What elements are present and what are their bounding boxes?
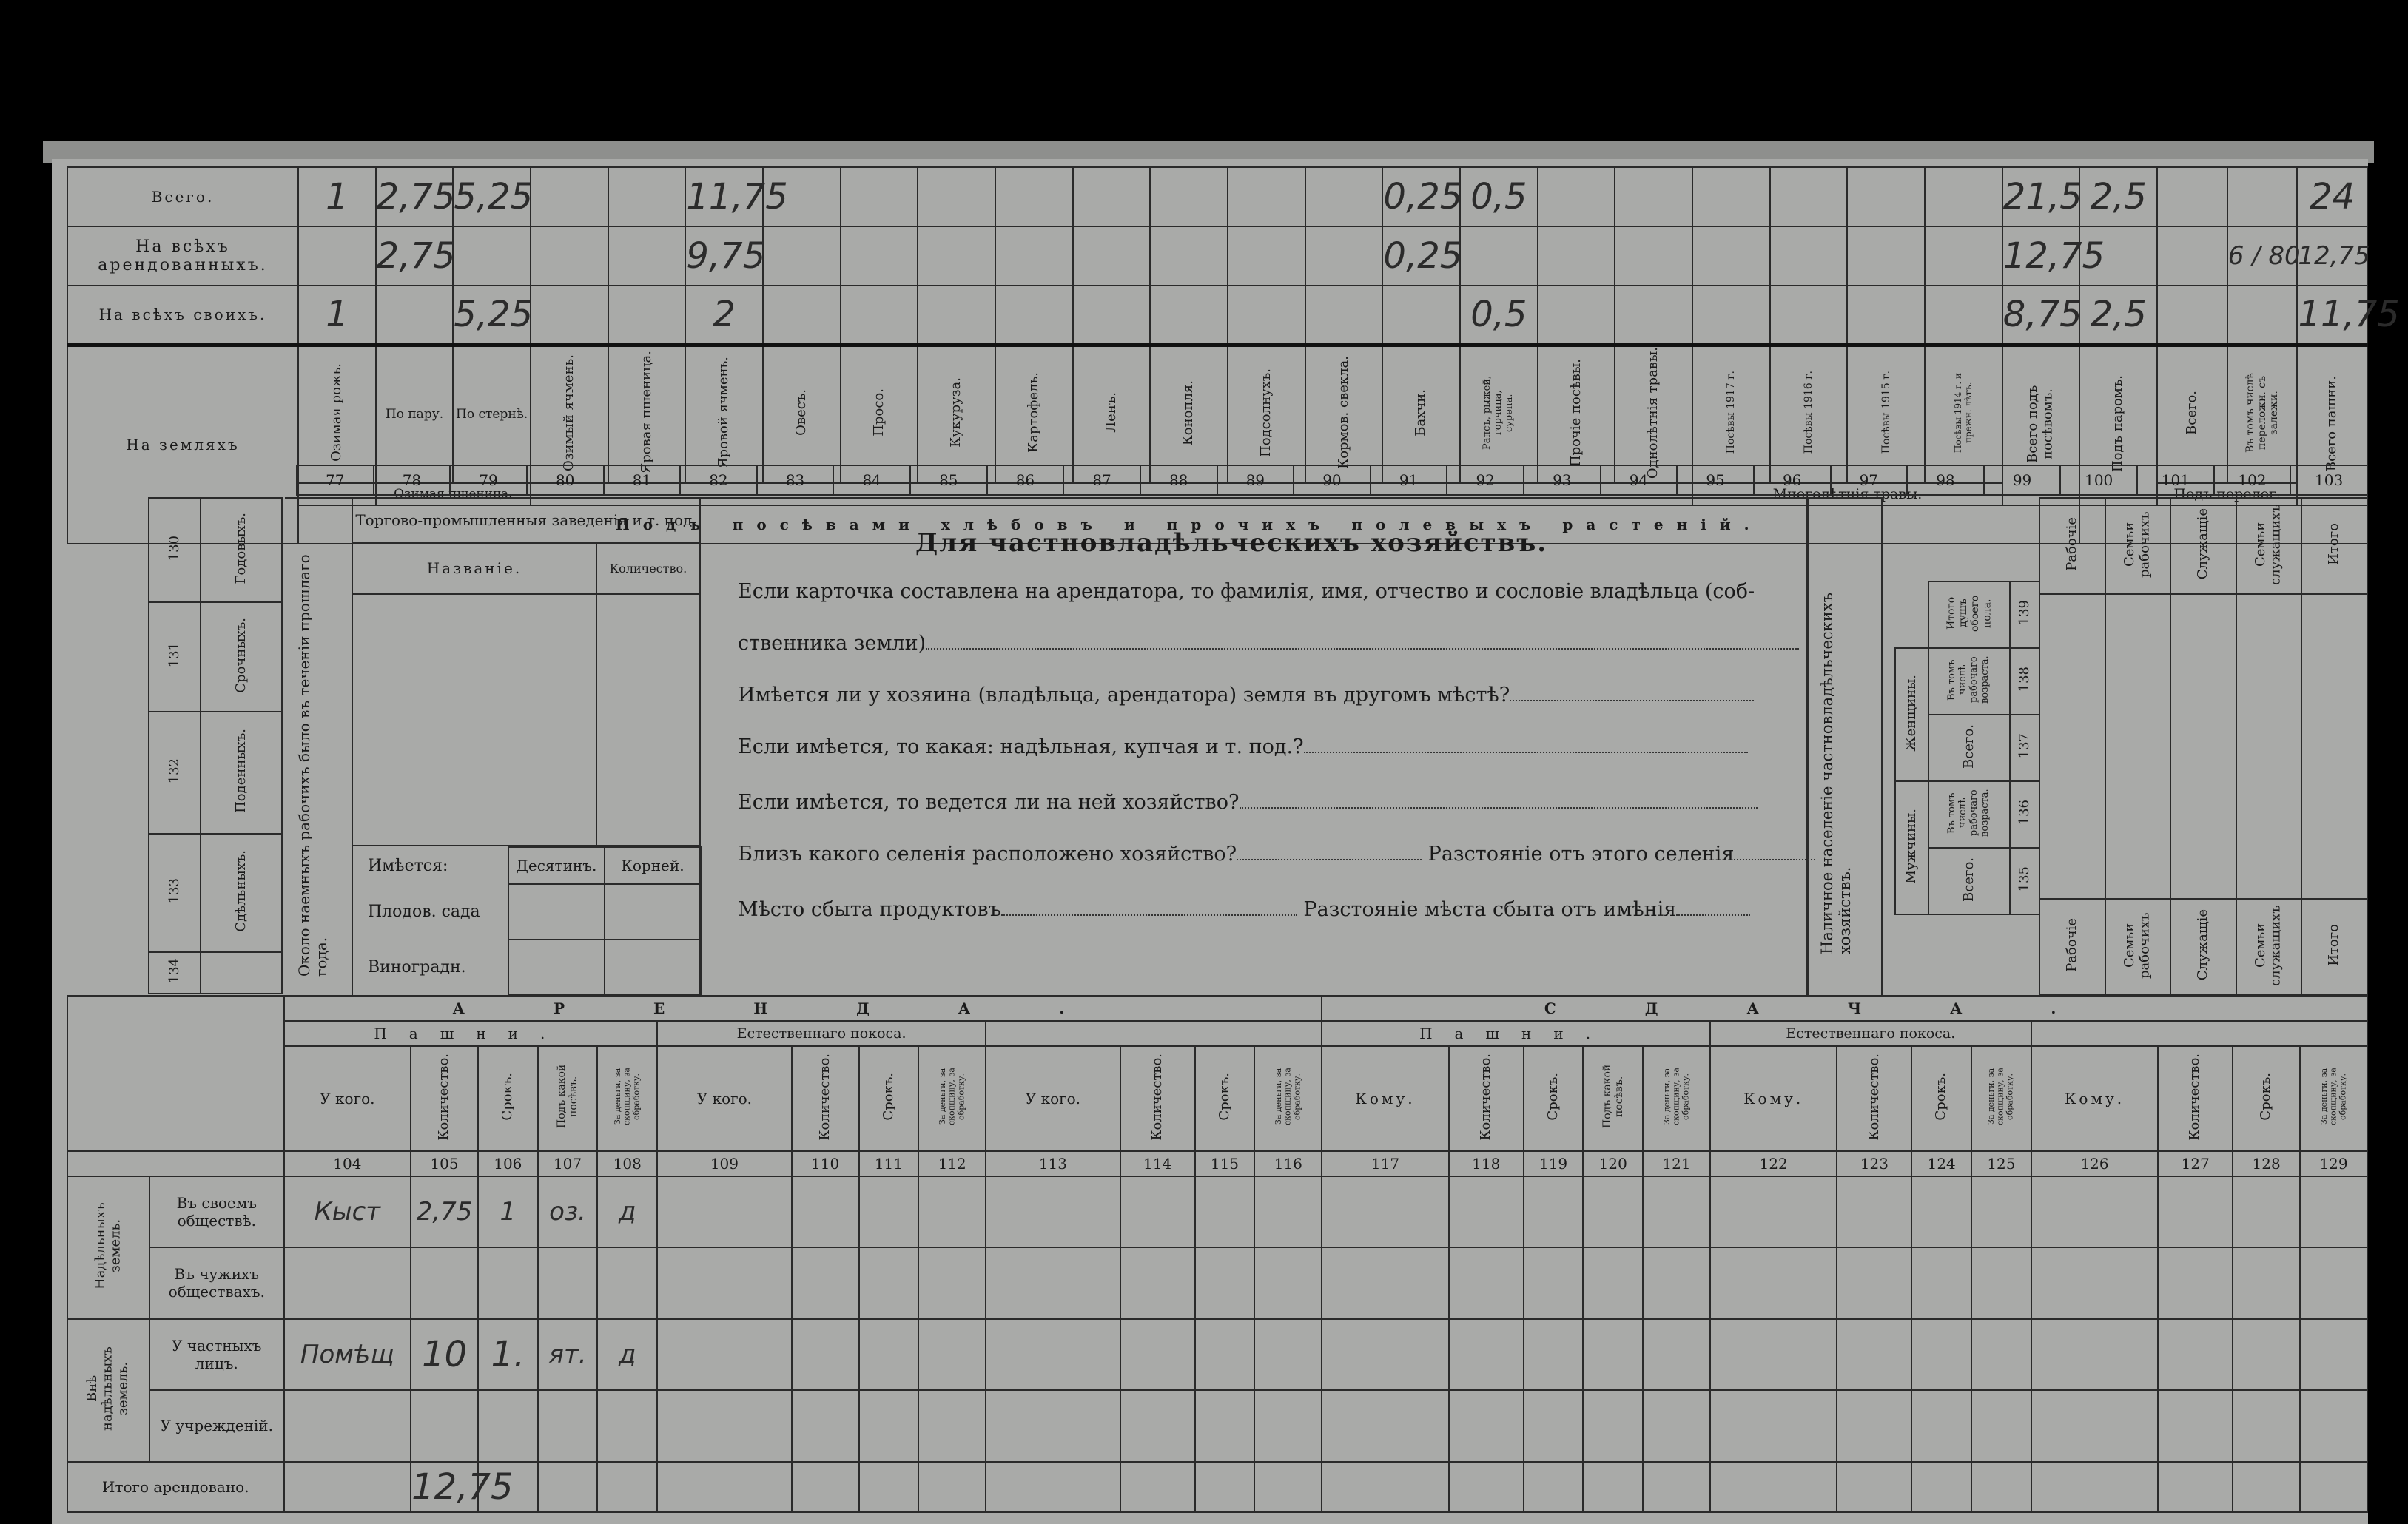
row-label: Въ чужихъ обществахъ. [149,1247,284,1319]
desyatin-header: Десятинъ. [508,847,605,884]
answer-line [1734,843,1815,860]
col-header: По стернѣ. [453,345,531,483]
header-komu: Кому. [1710,1046,1837,1150]
col-number: 117 [1322,1151,1449,1176]
grass-group: Многолѣтнія травы. [1692,483,2002,505]
col-number: 124 [1911,1151,1971,1176]
hw-value: 24 [2310,176,2355,218]
vne-label: Внѣ надѣльныхъ земель. [84,1346,131,1431]
col-number: 78 [374,465,451,495]
col-header: Кукуруза. [948,377,964,448]
garden-label: Плодов. сада [368,903,480,921]
workers-label: Сдѣльныхъ. [232,849,249,932]
header-pod-posev: Подъ какой посѣвъ. [1601,1065,1625,1129]
trade-qty-header: Количество. [596,542,700,594]
sdacha-pashni: Пашни. [1322,1021,1710,1046]
header-srok: Срокъ. [499,1073,515,1121]
question-village: Близъ какого селенія расположено хозяйство? [738,843,1237,866]
hw-value: 5,25 [454,294,534,336]
col-number: 93 [1524,465,1601,495]
trade-table [352,497,701,997]
hw-value: 11,75 [2298,294,2400,336]
pop-number: 137 [2016,733,2032,759]
col-number: 80 [527,465,604,495]
row-svoih [67,286,2367,345]
col-number: 129 [2300,1151,2367,1176]
hw-value: 0,25 [1383,176,1463,218]
col-number: 112 [918,1151,986,1176]
hw-value: 2,75 [376,176,456,218]
col-number: 107 [538,1151,598,1176]
question-other-land: Имѣется ли у хозяина (владѣльца, арендатора) земля въ другомъ мѣстѣ? [738,684,1510,707]
pop-col-women-total: Всего. [1960,724,1977,769]
col-number: 90 [1294,465,1371,495]
hw-value: 1. [491,1333,525,1375]
question-farming: Если имѣется, то ведется ли на ней хозяйство? [738,791,1240,814]
header-za-dengi: За деньги, за скопщину, за обработку. [1986,1068,2015,1126]
arenda-title: АРЕНДА. [284,996,1322,1021]
row-number: 134 [149,952,201,994]
roots-header: Корней. [605,847,701,884]
col-header: Картофель. [1026,372,1042,453]
pop-col-men-total: Всего. [1960,857,1977,902]
col-number: 91 [1371,465,1447,495]
header-srok: Срокъ. [2258,1073,2274,1121]
row-label: У учрежденій. [149,1390,284,1462]
arenda-pashni: Пашни. [284,1021,658,1046]
header-za-dengi: За деньги, за скопщину, за обработку. [612,1068,642,1126]
col-number: 109 [657,1151,792,1176]
sdacha-title: СДАЧА. [1322,996,2367,1021]
hw-value: 1 [326,294,349,336]
col-number: 127 [2158,1151,2233,1176]
hw-value: Кыст [314,1196,381,1227]
row-label-svoih: На всѣхъ своихъ. [67,286,298,345]
private-title: Для частновладѣльческихъ хозяйствъ. [915,528,1548,558]
header-za-dengi: За деньги, за скопщину, за обработку. [2318,1068,2347,1126]
row-vsego [67,167,2367,226]
col-header: Посѣвы 1916 г. [1803,371,1815,454]
col-header: Всего подъ посѣвомъ. [2025,384,2056,463]
header-za-dengi: За деньги, за скопщину, за обработку. [937,1068,966,1126]
answer-line [1510,684,1754,701]
col-number: 99 [1984,465,2061,495]
col-header: Рапсъ, рыжей, горчица, сурепа. [1482,375,1515,450]
header-komu: Кому. [2031,1046,2159,1150]
private-estates-box [699,497,1809,997]
col-header: Посѣвы 1914 г. и прежн. лѣтъ. [1952,372,1974,453]
table-row [67,1319,2367,1391]
col-number: 77 [297,465,374,495]
table-row [67,1176,2367,1248]
header-kolich: Количество. [436,1053,452,1141]
bottom-number-row [67,1151,2367,1176]
col-number: 108 [597,1151,657,1176]
hw-value: 0,5 [1470,294,1527,336]
staff-col: Семьи служащихъ [2253,503,2284,585]
hw-value: 0,5 [1470,176,1527,218]
header-srok: Срокъ. [880,1073,896,1121]
row-number: 133 [149,834,201,952]
row-number: 131 [149,602,201,712]
col-header: Прочіе посѣвы. [1567,358,1584,467]
col-number: 100 [2060,465,2137,495]
col-number: 84 [833,465,910,495]
col-number: 79 [450,465,527,495]
hw-value: оз. [549,1196,586,1227]
sowing-band: Подъ посѣвами хлѣбовъ и прочихъ полевыхъ растеній. [298,505,2079,544]
col-number: 119 [1524,1151,1584,1176]
table-row [67,1390,2367,1462]
row-label-arend: На всѣхъ арендованныхъ. [67,226,298,286]
staff-col: Итого [2326,924,2342,966]
header-u-kogo: У кого. [284,1046,411,1150]
question-land-type: Если имѣется, то какая: надѣльная, купчая и т. под.? [738,735,1304,758]
hw-value: 12,75 [2298,241,2370,271]
col-number: 121 [1643,1151,1710,1176]
col-header: Яровой ячмень. [716,357,732,469]
col-number: 88 [1140,465,1217,495]
col-header: Конопля. [1180,380,1197,445]
hw-value: 2,5 [2090,294,2147,336]
row-label-vsego: Всего. [67,167,298,226]
vineyard-label: Виноградн. [368,958,466,977]
col-number: 102 [2214,465,2291,495]
col-header: Овесъ. [793,389,810,436]
workers-vertical-caption: Около наемныхъ рабочихъ было въ теченіи прошлаго года. [285,497,353,997]
col-number: 101 [2137,465,2214,495]
question-market-distance: Разстояніе мѣста сбыта отъ имѣнія [1303,898,1677,921]
staff-col: Рабочіе [2063,517,2079,571]
staff-col: Служащіе [2195,909,2211,981]
col-number: 89 [1217,465,1294,495]
col-header: Кормов. свекла. [1335,356,1351,469]
header-pod-posev: Подъ какой посѣвъ. [555,1065,580,1129]
question-market: Мѣсто сбыта продуктовъ [738,898,1001,921]
workers-label: Годовыхъ. [232,512,249,584]
col-number: 106 [478,1151,538,1176]
col-header: Подсолнухъ. [1258,368,1274,457]
question-owner: Если карточка составлена на арендатора, то фамилія, имя, отчество и сословіе владѣльца (соб- [738,580,1755,603]
pop-col-total-souls: Итого душъ обоего пола. [1945,594,1994,632]
has-label: Имѣется: [368,856,448,875]
pop-col-women-working: Въ томъ числѣ рабочаго возраста. [1946,655,1991,704]
hw-value: 11,75 [686,176,788,218]
col-number: 118 [1449,1151,1524,1176]
col-number: 92 [1447,465,1524,495]
hw-value: д [618,1339,636,1369]
col-number: 96 [1754,465,1831,495]
workers-label: Поденныхъ. [232,728,249,813]
lease-table [67,995,2368,1513]
hw-value: 12,75 [2002,235,2105,277]
row-arend [67,226,2367,286]
hw-value: ят. [548,1339,587,1369]
hw-value: 21,5 [2002,176,2082,218]
col-number: 111 [859,1151,919,1176]
col-number: 120 [1583,1151,1643,1176]
col-number: 113 [986,1151,1120,1176]
staff-col: Семьи рабочихъ [2122,911,2153,979]
answer-line [1237,843,1422,860]
top-number-table [296,465,2368,496]
col-header: Однолѣтнія травы. [1645,346,1661,479]
col-number: 94 [1601,465,1678,495]
question-owner-cont: ственника земли) [738,632,926,655]
col-number: 114 [1120,1151,1195,1176]
header-kolich: Количество. [1866,1053,1882,1141]
staff-col: Семьи служащихъ [2253,904,2284,986]
col-number: 97 [1831,465,1908,495]
col-header: Подъ паромъ. [2110,375,2126,473]
hw-value: 12,75 [411,1466,514,1508]
header-srok: Срокъ. [1933,1073,1949,1121]
hw-value: 1 [500,1196,517,1227]
col-header: Посѣвы 1915 г. [1880,371,1892,454]
trade-name-cell [352,594,596,846]
pop-number: 136 [2016,800,2032,826]
table-row [67,1462,2367,1512]
col-number: 126 [2031,1151,2159,1176]
hw-value: 0,25 [1383,235,1463,277]
staff-col: Семьи рабочихъ [2122,510,2153,578]
header-za-dengi: За деньги, за скопщину, за обработку. [1661,1068,1690,1126]
header-kolich: Количество. [2187,1053,2203,1141]
col-header: Озимый ячмень. [561,354,576,471]
header-komu: Кому. [1322,1046,1449,1150]
hw-value: 2 [713,294,736,336]
header-kolich: Количество. [1477,1053,1493,1141]
staff-col: Рабочіе [2063,918,2079,972]
header-u-kogo: У кого. [986,1046,1120,1150]
row-label-total: Итого арендовано. [67,1462,284,1512]
hw-value: 2,5 [2090,176,2147,218]
trade-qty-cell [596,594,700,846]
hw-value: 2,75 [376,235,456,277]
col-header: Бахчи. [1413,388,1429,436]
answer-line [926,632,1799,650]
answer-line [1304,735,1748,753]
hw-value: Помѣщ [300,1339,394,1369]
col-header: Въ томъ числѣ переложн. съ залежи. [2244,372,2281,453]
pop-number: 135 [2016,866,2032,892]
col-number: 122 [1710,1151,1837,1176]
women-label: Женщины. [1903,674,1920,752]
row-number: 130 [149,498,201,602]
col-number: 82 [680,465,757,495]
header-kolich: Количество. [1148,1053,1165,1141]
col-header: Ленъ. [1103,392,1119,433]
workers-label: Срочныхъ. [232,617,249,693]
header-srok: Срокъ. [1544,1073,1561,1121]
col-number: 125 [1971,1151,2031,1176]
col-header: Посѣвы 1917 г. [1725,371,1738,454]
col-number: 128 [2233,1151,2300,1176]
pop-number: 138 [2016,667,2032,692]
perelog-group: Подъ перелог. [2157,483,2297,505]
sdacha-pokos: Естественнаго покоса. [1710,1021,2031,1046]
wheat-group: Озимая пшеница. [376,483,531,505]
col-number: 87 [1063,465,1140,495]
pop-number: 139 [2016,600,2032,626]
col-header: Яровая пшеница. [638,351,654,474]
col-number: 85 [910,465,987,495]
row-label-zemlyah: На земляхъ [67,345,298,544]
col-number: 98 [1907,465,1984,495]
col-number: 83 [757,465,834,495]
staff-col: Служащіе [2195,508,2211,580]
men-label: Мужчины. [1903,808,1920,884]
col-header: Всего пашни. [2324,376,2340,472]
hw-value: 9,75 [686,235,766,277]
hw-value: 8,75 [2002,294,2082,336]
answer-line [1676,898,1750,916]
col-number: 95 [1677,465,1754,495]
staff-table [2039,497,2368,996]
col-number: 104 [284,1151,411,1176]
header-srok: Срокъ. [1216,1073,1232,1121]
hw-value: 1 [326,176,349,218]
population-table [1894,581,2040,915]
hw-value: 5,25 [454,176,534,218]
col-number: 103 [2290,465,2367,495]
col-number: 105 [411,1151,478,1176]
header-kolich: Количество. [816,1053,833,1141]
answer-line [1001,898,1297,916]
header-u-kogo: У кого. [657,1046,792,1150]
arenda-pokos: Естественнаго покоса. [657,1021,986,1046]
hw-value: 2,75 [416,1196,473,1227]
workers-table [148,497,283,994]
staff-col: Итого [2326,523,2342,565]
row-number: 132 [149,712,201,834]
col-header: Всего. [2184,390,2200,435]
col-number: 81 [604,465,681,495]
trade-header: Торгово-промышленныя заведенія и т. под. [352,498,700,542]
hw-value: 10 [422,1333,468,1375]
col-number: 110 [792,1151,859,1176]
row-label: Въ своемъ обществѣ. [149,1176,284,1248]
table-row [67,1247,2367,1319]
population-vertical-caption: Наличное населеніе частновладѣльческихъ хозяйствъ. [1806,497,1883,997]
hw-value: д [618,1196,636,1227]
col-header: По пару. [376,345,454,483]
question-village-distance: Разстояніе отъ этого селенія [1427,843,1735,866]
answer-line [1240,791,1758,809]
row-label: У частныхъ лицъ. [149,1319,284,1391]
col-number: 86 [987,465,1064,495]
nadel-label: Надѣльныхъ земель. [92,1201,124,1289]
row-column-headers [67,345,2367,483]
pop-col-men-working: Въ томъ числѣ рабочаго возраста. [1946,789,1991,837]
trade-name-header: Названіе. [352,542,596,594]
hw-value: 6 / 80 [2227,241,2301,271]
col-number: 116 [1254,1151,1322,1176]
garden-table [353,846,702,996]
header-za-dengi: За деньги, за скопщину, за обработку. [1273,1068,1302,1126]
col-number: 115 [1195,1151,1255,1176]
col-header: Просо. [870,388,887,436]
col-header: Озимая рожь. [328,363,344,462]
col-number: 123 [1837,1151,1911,1176]
